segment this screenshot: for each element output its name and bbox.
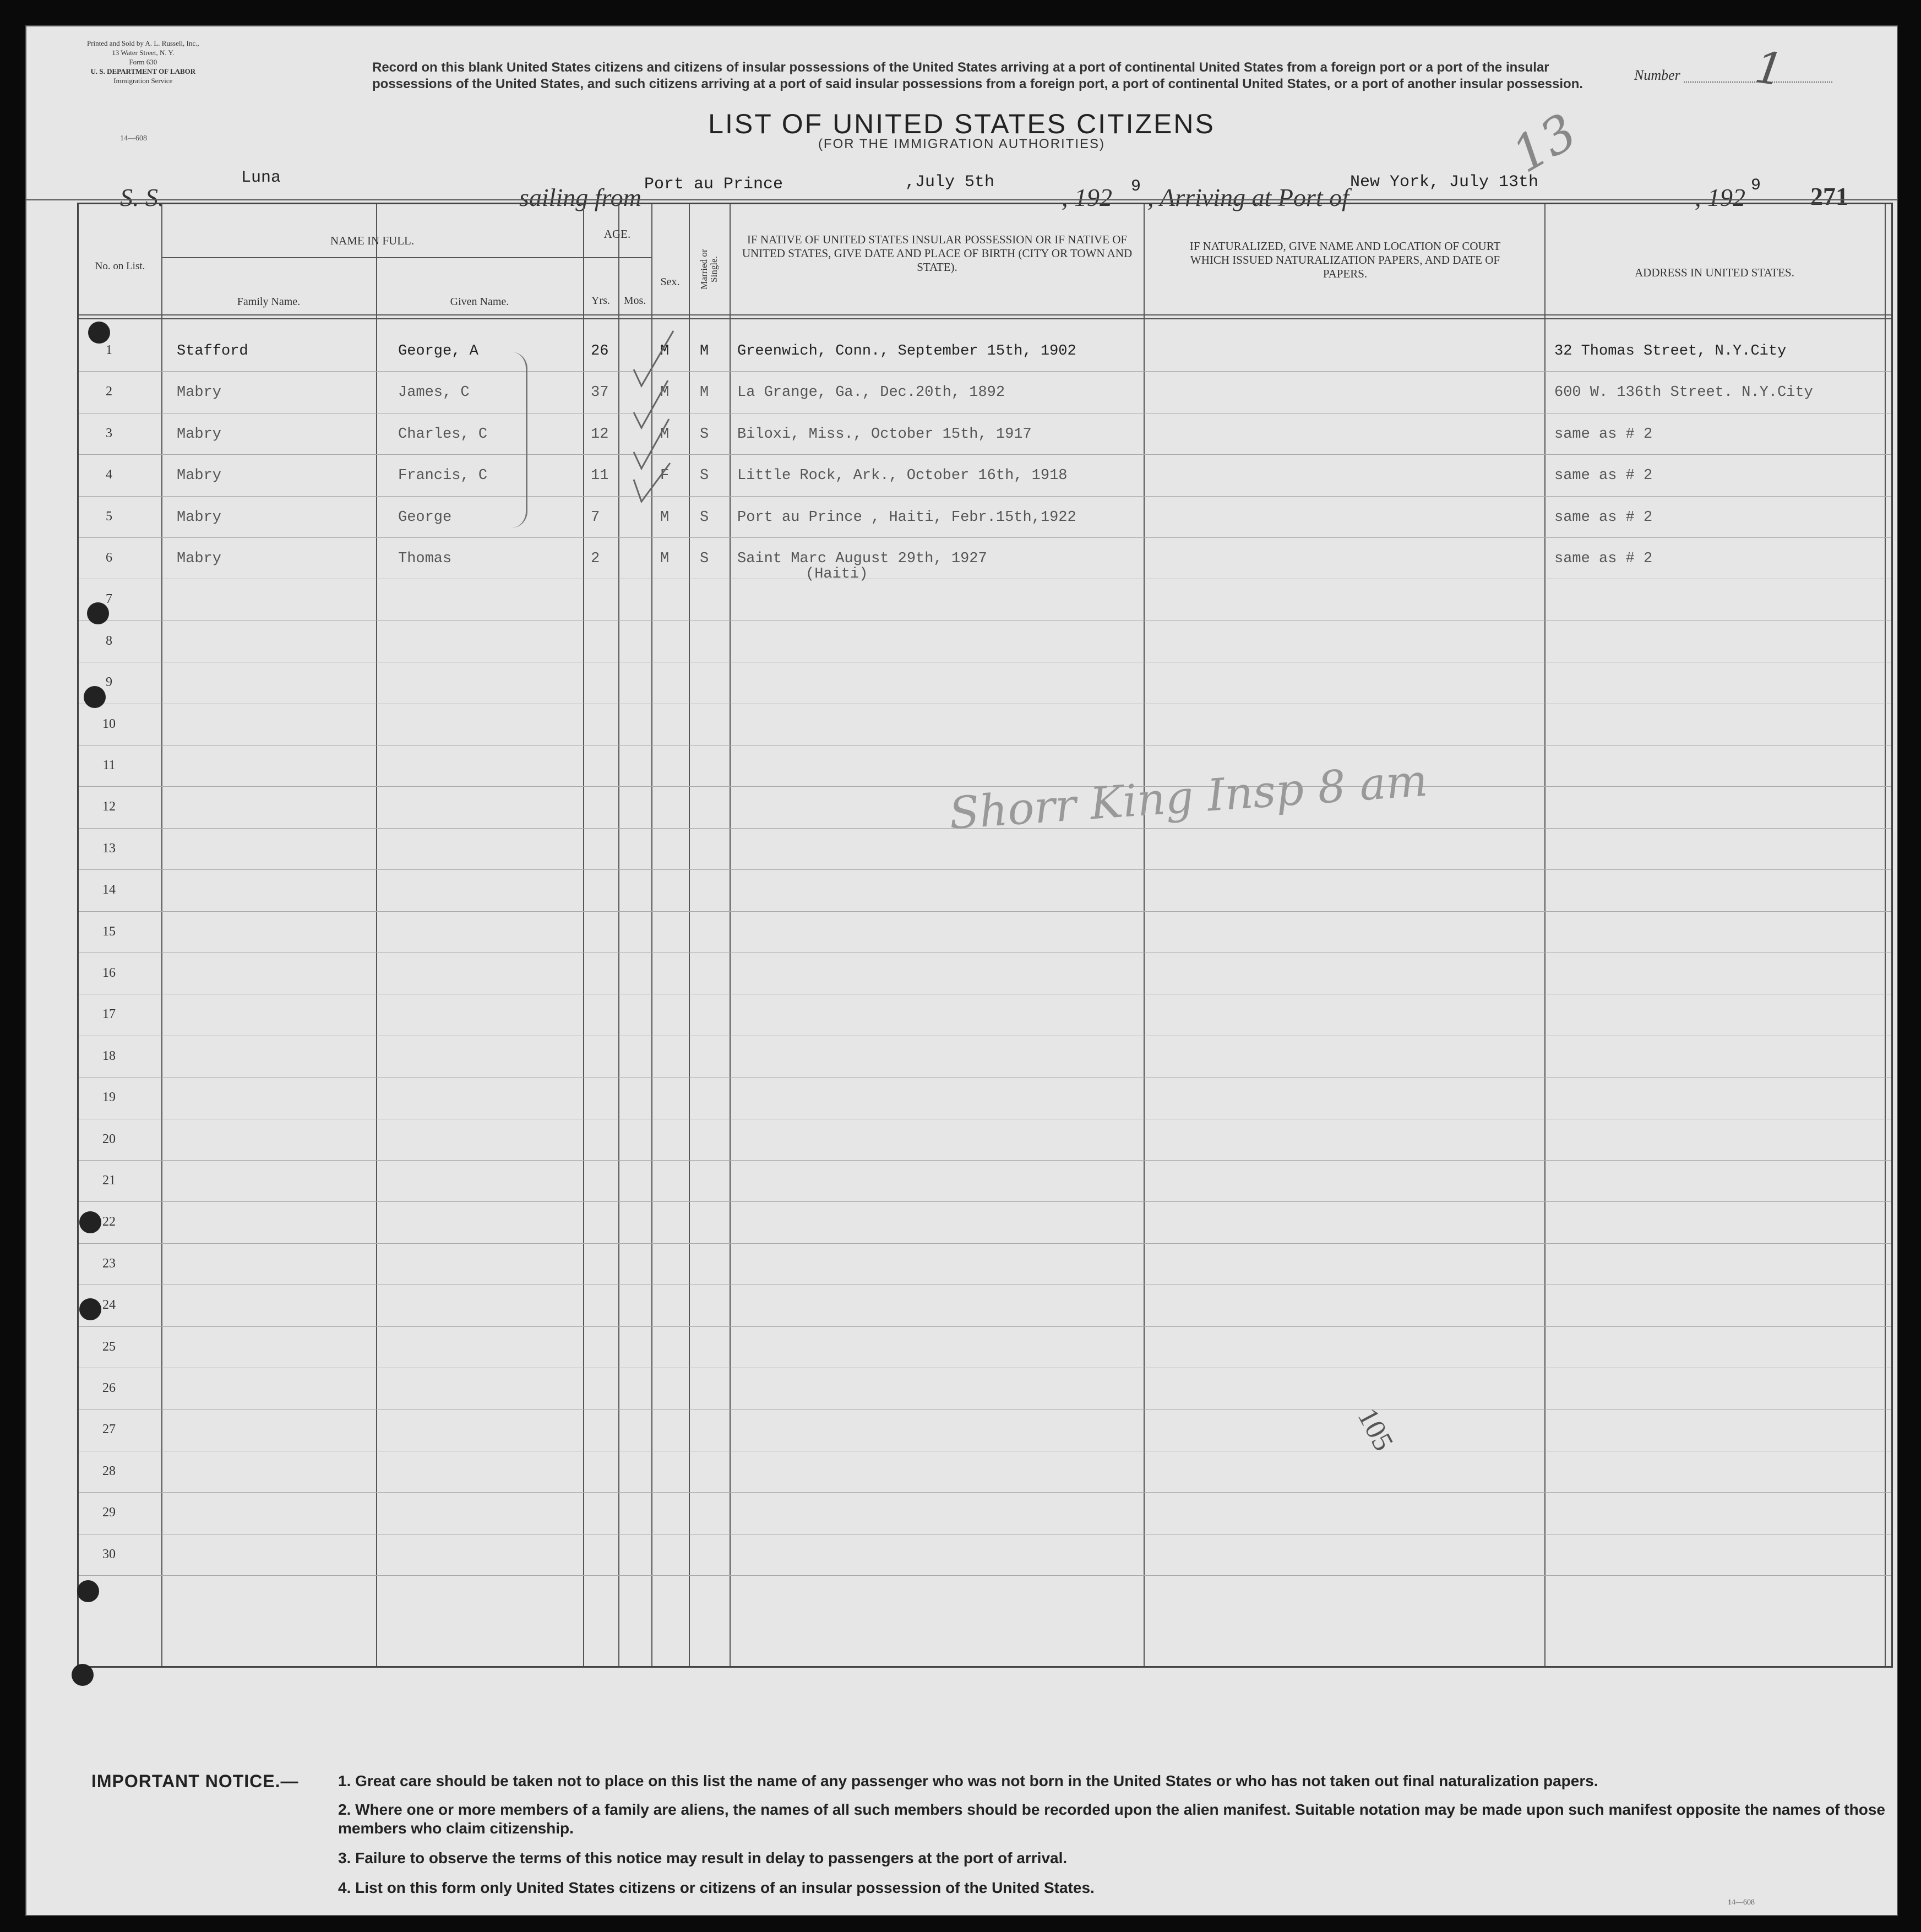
cell-address: same as # 2	[1554, 509, 1653, 526]
name-header-divider	[161, 257, 583, 258]
row-rule	[79, 1326, 1891, 1327]
cell-yrs: 11	[591, 467, 609, 485]
header-family-name: Family Name.	[237, 296, 301, 308]
cell-family: Mabry	[177, 467, 222, 485]
header-age: AGE.	[603, 227, 631, 241]
manifest-sheet	[25, 25, 1898, 1916]
row-number: 12	[102, 799, 116, 814]
page-number: 271	[1810, 182, 1848, 210]
header-sex: Sex.	[660, 276, 680, 288]
ss-label: S. S.	[120, 183, 165, 211]
row-number: 20	[102, 1131, 116, 1146]
header-bottom-divider	[79, 314, 1891, 319]
cell-yrs: 37	[591, 384, 609, 401]
row-number: 18	[102, 1048, 116, 1063]
row-rule	[79, 869, 1891, 870]
row-number: 6	[106, 551, 112, 565]
row-number: 21	[102, 1173, 116, 1188]
header-address: ADDRESS IN UNITED STATES.	[1635, 266, 1794, 279]
cell-given: James, C	[398, 384, 470, 401]
punch-hole	[79, 1298, 101, 1320]
row-number: 30	[102, 1547, 116, 1561]
inspector-signature: Shorr King Insp 8 am	[947, 754, 1429, 840]
depart-date: ,July 5th	[905, 173, 995, 192]
cell-marital: S	[700, 426, 709, 443]
row-number: 1	[106, 343, 112, 357]
cell-family: Mabry	[177, 426, 222, 443]
cell-birth: Port au Prince , Haiti, Febr.15th,1922	[737, 509, 1076, 526]
from-port: Port au Prince	[644, 175, 783, 194]
printer-line: 13 Water Street, N. Y.	[112, 48, 175, 57]
cell-address: same as # 2	[1554, 467, 1653, 485]
ship-name: Luna	[241, 168, 281, 187]
header-married: Married or Single.	[699, 249, 719, 290]
punch-hole	[72, 1664, 94, 1686]
row-number: 16	[102, 966, 116, 980]
row-number: 15	[102, 924, 116, 939]
row-rule	[79, 1243, 1891, 1244]
cell-birth: Saint Marc August 29th, 1927	[737, 551, 987, 567]
cell-address: same as # 2	[1554, 551, 1653, 567]
cell-given: George	[398, 509, 452, 526]
row-rule	[79, 496, 1891, 497]
column-divider	[376, 204, 377, 1666]
cell-sex: M	[660, 343, 670, 360]
row-rule	[79, 911, 1891, 912]
notice-item: 1. Great care should be taken not to place on this list the name of any passenger who was not born in the United States or who has not taken out final naturalization papers.	[338, 1772, 1598, 1789]
depart-year-digit: 9	[1131, 177, 1141, 196]
column-divider	[618, 204, 619, 1666]
notice-item: 2. Where one or more members of a family are aliens, the names of all such members should be recorded upon the alien manifest. Suitable notation may be made upon such manifest opposite the names of those members who claim citizenship.	[338, 1801, 1885, 1837]
cell-sex: M	[660, 426, 670, 443]
row-number: 11	[102, 758, 116, 772]
row-number: 19	[102, 1090, 116, 1105]
cell-yrs: 7	[591, 509, 600, 526]
page-title: LIST OF UNITED STATES CITIZENS	[708, 108, 1215, 139]
cell-sex: M	[660, 384, 670, 401]
row-rule	[79, 1201, 1891, 1202]
row-rule	[79, 1575, 1891, 1576]
row-number: 27	[102, 1422, 116, 1437]
depart-year-prefix: , 192	[1062, 183, 1112, 211]
header-divider	[26, 199, 1897, 200]
row-number: 14	[102, 883, 116, 897]
row-number: 5	[106, 509, 112, 524]
cell-birth: La Grange, Ga., Dec.20th, 1892	[737, 384, 1005, 401]
cell-family: Mabry	[177, 509, 222, 526]
cell-sex: F	[660, 467, 670, 485]
cell-marital: S	[700, 551, 709, 567]
row-number: 28	[102, 1463, 116, 1478]
age-header-divider	[583, 257, 651, 258]
row-number: 29	[102, 1505, 116, 1520]
column-divider	[730, 204, 731, 1666]
cell-sex: M	[660, 551, 670, 567]
header-naturalized: IF NATURALIZED, GIVE NAME AND LOCATION OF COURT WHICH ISSUED NATURALIZATION PAPERS, AND DATE OF PAPERS.	[1189, 240, 1501, 280]
handwritten-date-correction: 13	[1503, 102, 1587, 184]
passenger-table	[77, 203, 1893, 1668]
number-value: 1	[1751, 41, 1787, 96]
punch-hole	[88, 322, 110, 344]
header-mos: Mos.	[623, 295, 646, 307]
header-birth: IF NATIVE OF UNITED STATES INSULAR POSSESSION OR IF NATIVE OF UNITED STATES, GIVE DATE AND PLACE OF BIRTH (CITY OR TOWN AND STATE).	[742, 233, 1133, 274]
checkmarks	[629, 314, 717, 513]
cell-birth: Greenwich, Conn., September 15th, 1902	[737, 343, 1076, 360]
cell-marital: S	[700, 467, 709, 485]
row-number: 9	[106, 675, 112, 690]
row-number: 26	[102, 1381, 116, 1395]
cell-family: Mabry	[177, 551, 222, 567]
family-bracket	[509, 352, 527, 528]
header-no-on-list: No. on List.	[95, 260, 145, 272]
row-number: 3	[106, 426, 112, 440]
header-given-name: Given Name.	[450, 296, 509, 308]
cell-yrs: 2	[591, 551, 600, 567]
printer-imprint	[87, 39, 199, 85]
cell-birth: Biloxi, Miss., October 15th, 1917	[737, 426, 1032, 443]
punch-hole	[87, 602, 109, 624]
printer-line: U. S. DEPARTMENT OF LABOR	[90, 67, 196, 75]
row-rule	[79, 1160, 1891, 1161]
cell-given: Thomas	[398, 551, 452, 567]
row-number: 24	[102, 1298, 116, 1313]
cell-marital: S	[700, 509, 709, 526]
row-rule	[79, 454, 1891, 455]
cell-address: 32 Thomas Street, N.Y.City	[1554, 343, 1787, 360]
header-yrs: Yrs.	[591, 295, 610, 307]
column-divider	[1544, 204, 1545, 1666]
sailing-label: sailing from	[519, 183, 641, 211]
number-label: Number	[1634, 67, 1680, 83]
cell-address: same as # 2	[1554, 426, 1653, 443]
cell-family: Mabry	[177, 384, 222, 401]
column-divider	[161, 204, 162, 1666]
cell-sex: M	[660, 509, 670, 526]
printer-line: Form 630	[129, 58, 157, 66]
row-number: 17	[102, 1007, 116, 1022]
row-rule	[79, 1492, 1891, 1493]
cell-given: Francis, C	[398, 467, 488, 485]
page-subtitle: (FOR THE IMMIGRATION AUTHORITIES)	[818, 137, 1106, 151]
cell-marital: M	[700, 384, 709, 401]
arrive-year-prefix: , 192	[1695, 183, 1745, 211]
row-number: 2	[106, 384, 112, 399]
cell-marital: M	[700, 343, 709, 360]
row-number: 22	[102, 1215, 116, 1229]
row-number: 4	[106, 467, 112, 482]
printer-line: Printed and Sold by A. L. Russell, Inc.,	[87, 39, 199, 47]
row-number: 8	[106, 633, 112, 648]
row-number: 7	[106, 592, 112, 607]
cell-yrs: 26	[591, 343, 609, 360]
arriving-label: , Arriving at Port of	[1147, 183, 1349, 211]
footer-form-code: 14—608	[1728, 1898, 1755, 1907]
cell-birth: Little Rock, Ark., October 16th, 1918	[737, 467, 1068, 485]
cell-family: Stafford	[177, 343, 248, 360]
row-number: 25	[102, 1339, 116, 1354]
printer-line: Immigration Service	[113, 77, 173, 85]
column-divider	[1885, 204, 1886, 1666]
column-divider	[1144, 204, 1145, 1666]
row-rule	[79, 537, 1891, 538]
record-instructions: Record on this blank United States citizens and citizens of insular possessions of the United States arriving at a port of continental United States from a foreign port or a port of the insular possessions of the United States, and such citizens arriving at a port of said insular possessions from a foreign port, a port of continental United States, or a port of another insular possession.	[372, 60, 1583, 91]
row-number: 23	[102, 1256, 116, 1271]
punch-hole	[84, 686, 106, 708]
form-code: 14—608	[120, 134, 147, 143]
arrive-year-digit: 9	[1751, 176, 1761, 195]
notice-label: IMPORTANT NOTICE.—	[91, 1771, 299, 1791]
stamp-number: 105	[1351, 1403, 1400, 1456]
header-name-in-full: NAME IN FULL.	[330, 234, 415, 247]
column-divider	[583, 204, 584, 1666]
arrive-port-date: New York, July 13th	[1350, 173, 1539, 192]
row-number: 10	[102, 716, 116, 731]
cell-given: Charles, C	[398, 426, 488, 443]
notice-item: 4. List on this form only United States citizens or citizens of an insular possession of the United States.	[338, 1879, 1095, 1896]
row-rule	[79, 371, 1891, 372]
punch-hole	[79, 1211, 101, 1233]
punch-hole	[77, 1580, 99, 1602]
notice-item: 3. Failure to observe the terms of this notice may result in delay to passengers at the port of arrival.	[338, 1849, 1068, 1866]
cell-address: 600 W. 136th Street. N.Y.City	[1554, 384, 1813, 401]
cell-birth-note: (Haiti)	[806, 566, 868, 583]
cell-yrs: 12	[591, 426, 609, 443]
cell-given: George, A	[398, 343, 478, 360]
row-number: 13	[102, 841, 116, 856]
